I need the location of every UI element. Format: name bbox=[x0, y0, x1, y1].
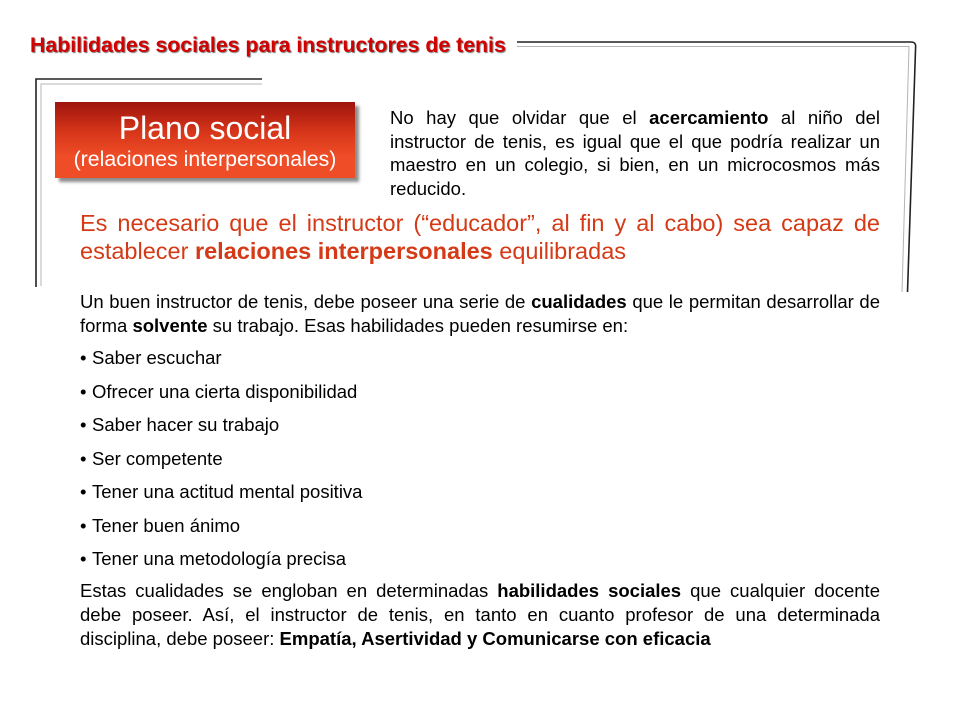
conclusion-emphasis: Empatía, Asertividad y Comunicarse con eficacia bbox=[279, 628, 711, 649]
list-item-label: Saber escuchar bbox=[92, 347, 222, 368]
list-item-label: Tener buen ánimo bbox=[92, 514, 241, 536]
bullet-icon: • bbox=[80, 347, 87, 368]
conclusion-text: Estas cualidades se engloban en determinadas bbox=[80, 580, 498, 601]
bullet-icon: • bbox=[80, 514, 87, 536]
qualities-intro-text: que le permitan desarrollar de forma bbox=[80, 291, 880, 336]
intro-text: al niño del instructor de tenis, es igual que el que podría realizar un maestro en un colegio, si bien, en un microcosmos más reducido. bbox=[390, 107, 880, 200]
highlight-paragraph bbox=[80, 210, 880, 265]
list-item-label: Tener una metodología precisa bbox=[92, 548, 347, 569]
qualities-intro-emphasis: solvente bbox=[132, 315, 208, 336]
conclusion-text: que cualquier docente debe poseer. Así, el instructor de tenis, en tanto en cuanto profesor de una determinada disciplina, debe poseer: bbox=[80, 580, 880, 649]
qualities-intro-emphasis: cualidades bbox=[531, 291, 627, 312]
intro-text: No hay que olvidar que el bbox=[390, 107, 650, 128]
qualities-list bbox=[80, 346, 880, 581]
highlight-text: Es necesario que el instructor (“educador”, al fin y al cabo) sea capaz de establecer bbox=[80, 210, 880, 264]
list-item bbox=[80, 413, 880, 437]
intro-emphasis: acercamiento bbox=[649, 107, 769, 128]
list-item bbox=[80, 380, 880, 404]
list-item-label: Ofrecer una cierta disponibilidad bbox=[92, 380, 358, 402]
bullet-icon: • bbox=[80, 447, 87, 469]
list-item-label: Ser competente bbox=[92, 447, 223, 469]
bullet-icon: • bbox=[80, 414, 87, 435]
badge-title: Plano social bbox=[118, 110, 292, 146]
qualities-intro-paragraph bbox=[80, 290, 880, 338]
intro-paragraph bbox=[390, 106, 880, 201]
qualities-intro-text: Un buen instructor de tenis, debe poseer una serie de bbox=[80, 291, 532, 312]
list-item bbox=[80, 480, 880, 504]
highlight-emphasis: relaciones interpersonales bbox=[194, 237, 493, 264]
list-item bbox=[80, 547, 880, 571]
list-item-label: Saber hacer su trabajo bbox=[92, 414, 280, 435]
list-item bbox=[80, 346, 880, 370]
bullet-icon: • bbox=[80, 548, 87, 569]
slide-title: Habilidades sociales para instructores de tenis bbox=[30, 33, 506, 57]
conclusion-emphasis: habilidades sociales bbox=[497, 580, 682, 601]
qualities-intro-text: su trabajo. Esas habilidades pueden resumirse en: bbox=[207, 315, 629, 336]
plano-social-badge bbox=[55, 102, 355, 178]
list-item bbox=[80, 447, 880, 471]
badge-subtitle: (relaciones interpersonales) bbox=[73, 147, 337, 171]
bullet-icon: • bbox=[80, 380, 87, 402]
list-item-label: Tener una actitud mental positiva bbox=[92, 481, 363, 502]
conclusion-paragraph bbox=[80, 579, 880, 651]
bullet-icon: • bbox=[80, 481, 87, 502]
highlight-text: equilibradas bbox=[492, 237, 627, 264]
list-item bbox=[80, 514, 880, 538]
